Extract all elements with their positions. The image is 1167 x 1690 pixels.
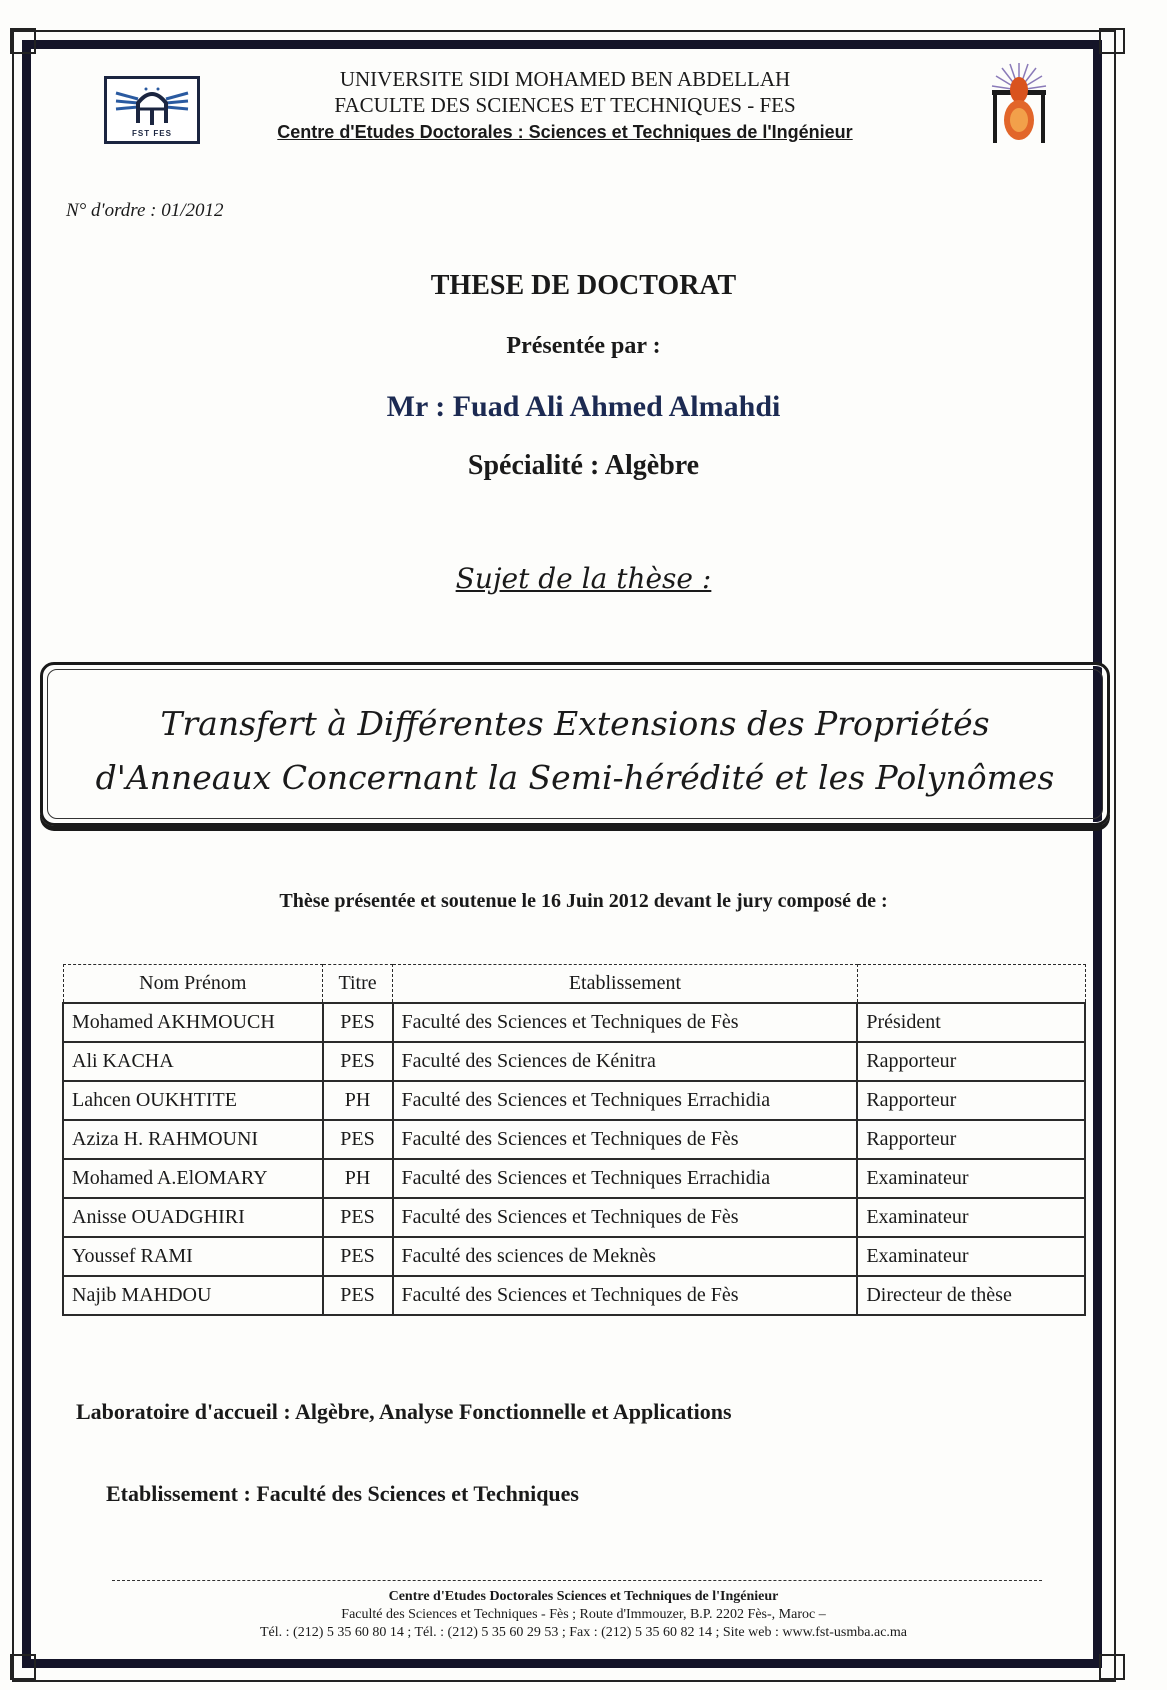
thesis-title-line-2: d'Anneaux Concernant la Semi-hérédité et les Polynômes [95,758,1055,797]
jury-institution: Faculté des sciences de Meknès [393,1237,858,1276]
jury-title: PES [323,1198,393,1237]
jury-role: Rapporteur [857,1081,1085,1120]
jury-name: Lahcen OUKHTITE [63,1081,323,1120]
table-row [63,1198,1085,1237]
institution-header [220,66,910,143]
jury-institution: Faculté des Sciences de Kénitra [393,1042,858,1081]
jury-institution: Faculté des Sciences et Techniques de Fès [393,1276,858,1315]
jury-role: Rapporteur [857,1042,1085,1081]
table-row [63,1120,1085,1159]
specialty: Spécialité : Algèbre [467,450,700,481]
table-row [63,1276,1085,1315]
establishment: Etablissement : Faculté des Sciences et Techniques [106,1481,579,1506]
order-number: N° d'ordre : 01/2012 [66,200,224,221]
footer [0,1588,1167,1642]
jury-role: Examinateur [857,1198,1085,1237]
jury-role: Examinateur [857,1237,1085,1276]
header-name: Nom Prénom [63,965,323,1004]
frame-corner-bottom-right [1099,1654,1125,1680]
jury-role: Examinateur [857,1159,1085,1198]
jury-role: Directeur de thèse [857,1276,1085,1315]
jury-institution: Faculté des Sciences et Techniques de Fès [393,1120,858,1159]
jury-name: Anisse OUADGHIRI [63,1198,323,1237]
thesis-title-line-1: Transfert à Différentes Extensions des Propriétés [160,704,990,743]
table-row [63,1159,1085,1198]
jury-title: PES [323,1237,393,1276]
fst-fes-logo-icon [104,76,200,144]
header-role [857,965,1085,1004]
jury-title: PH [323,1159,393,1198]
jury-title: PES [323,1003,393,1042]
jury-name: Mohamed AKHMOUCH [63,1003,323,1042]
presented-by-label: Présentée par : [506,333,661,359]
jury-name: Aziza H. RAHMOUNI [63,1120,323,1159]
document-type: THESE DE DOCTORAT [430,270,737,301]
frame-corner-top-right [1099,28,1125,54]
jury-title: PES [323,1042,393,1081]
jury-institution: Faculté des Sciences et Techniques de Fès [393,1003,858,1042]
frame-corner-top-left [10,28,36,54]
header-institution: Etablissement [393,965,858,1004]
jury-title: PH [323,1081,393,1120]
jury-role: Président [857,1003,1085,1042]
jury-title: PES [323,1120,393,1159]
footer-contact: Tél. : (212) 5 35 60 80 14 ; Tél. : (212) 5 35 60 29 53 ; Fax : (212) 5 35 60 82 14 ; Site web : www.fst-usmba.ac.ma [259,1625,908,1640]
footer-center-name: Centre d'Etudes Doctorales Sciences et Techniques de l'Ingénieur [388,1589,779,1604]
jury-title: PES [323,1276,393,1315]
thesis-title-box [40,662,1110,826]
table-row [63,1237,1085,1276]
jury-table [62,964,1086,1316]
footer-address: Faculté des Sciences et Techniques - Fès ; Route d'Immouzer, B.P. 2202 Fès-, Maroc – [341,1607,826,1622]
frame-corner-bottom-left [10,1654,36,1680]
jury-name: Mohamed A.ElOMARY [63,1159,323,1198]
jury-name: Ali KACHA [63,1042,323,1081]
university-name: UNIVERSITE SIDI MOHAMED BEN ABDELLAH [339,67,791,91]
usmba-emblem-icon [988,62,1050,148]
table-row [63,1042,1085,1081]
jury-role: Rapporteur [857,1120,1085,1159]
footer-divider [112,1580,1042,1581]
jury-institution: Faculté des Sciences et Techniques de Fès [393,1198,858,1237]
logo-caption: FST FES [132,128,172,138]
jury-name: Youssef RAMI [63,1237,323,1276]
table-row [63,1003,1085,1042]
jury-institution: Faculté des Sciences et Techniques Errachidia [393,1081,858,1120]
jury-table-header [63,965,1085,1004]
thesis-title [43,697,1107,805]
host-laboratory: Laboratoire d'accueil : Algèbre, Analyse Fonctionnelle et Applications [76,1399,732,1424]
jury-institution: Faculté des Sciences et Techniques Errachidia [393,1159,858,1198]
table-row [63,1081,1085,1120]
subject-label: Sujet de la thèse : [455,562,712,595]
author-name: Mr : Fuad Ali Ahmed Almahdi [386,390,781,423]
defense-statement: Thèse présentée et soutenue le 16 Juin 2012 devant le jury composé de : [279,890,888,912]
doctoral-center: Centre d'Etudes Doctorales : Sciences et Techniques de l'Ingénieur [277,122,853,142]
jury-name: Najib MAHDOU [63,1276,323,1315]
header-title: Titre [323,965,393,1004]
faculty-name: FACULTE DES SCIENCES ET TECHNIQUES - FES [334,93,796,117]
